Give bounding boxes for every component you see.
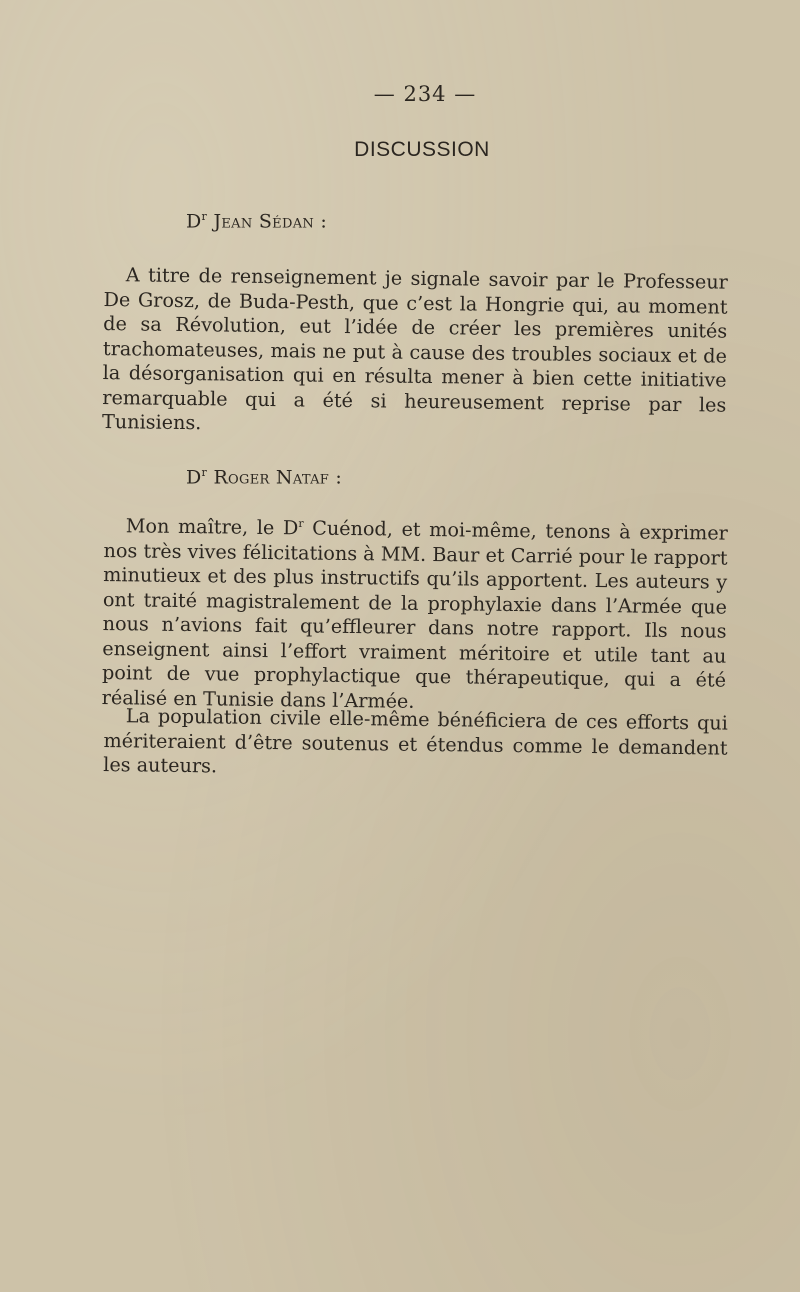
paragraph-nataf-2: La population civile elle-même bénéficiera de ces efforts qui mériteraient d’être soutenus et étendus comme le demandent les auteurs. bbox=[103, 704, 728, 778]
section-heading: DISCUSSION bbox=[354, 138, 490, 161]
paragraph-sup: r bbox=[298, 516, 304, 531]
paragraph-text-start: Mon maître, le D bbox=[125, 514, 299, 540]
speaker-title: D bbox=[186, 210, 202, 233]
paragraph-nataf-1 bbox=[102, 514, 728, 718]
speaker-title-sup: r bbox=[201, 210, 208, 223]
paragraph-text-rest: Cuénod, et moi-même, tenons à exprimer nos très vives félicitations à MM. Baur et Carrié pour le rapport minutieux et des plus instructifs qu’ils apportent. Les auteurs y ont traité magistralement de la prophylaxie dans l’Armée que nous n’avions fait qu’effleurer dans notre rapport. Ils nous enseignent ainsi l’effort vraiment méritoire et utile tant au point de vue prophylactique que thérapeutique, qui a été réalisé en Tunisie dans l’Armée. bbox=[101, 516, 728, 713]
page-number: — 234 — bbox=[373, 82, 477, 106]
paragraph-sedan: A titre de renseignement je signale savoir par le Professeur De Grosz, de Buda-Pesth, que c’est la Hongrie qui, au moment de sa Révolution, eut l’idée de créer les premières unités trachomateuses, mais ne put à cause des troubles sociaux et de la désorganisation qui en résulta mener à bien cette initiative remarquable qui a été si heureusement reprise par les Tunisiens. bbox=[101, 263, 728, 435]
speaker-title-sup: r bbox=[201, 466, 208, 479]
speaker-name-nataf bbox=[186, 466, 342, 488]
speaker-name-sedan bbox=[186, 210, 327, 232]
speaker-title: D bbox=[186, 466, 202, 489]
speaker-name: Jean Sédan : bbox=[213, 210, 328, 233]
speaker-name: Roger Nataf : bbox=[213, 466, 343, 489]
